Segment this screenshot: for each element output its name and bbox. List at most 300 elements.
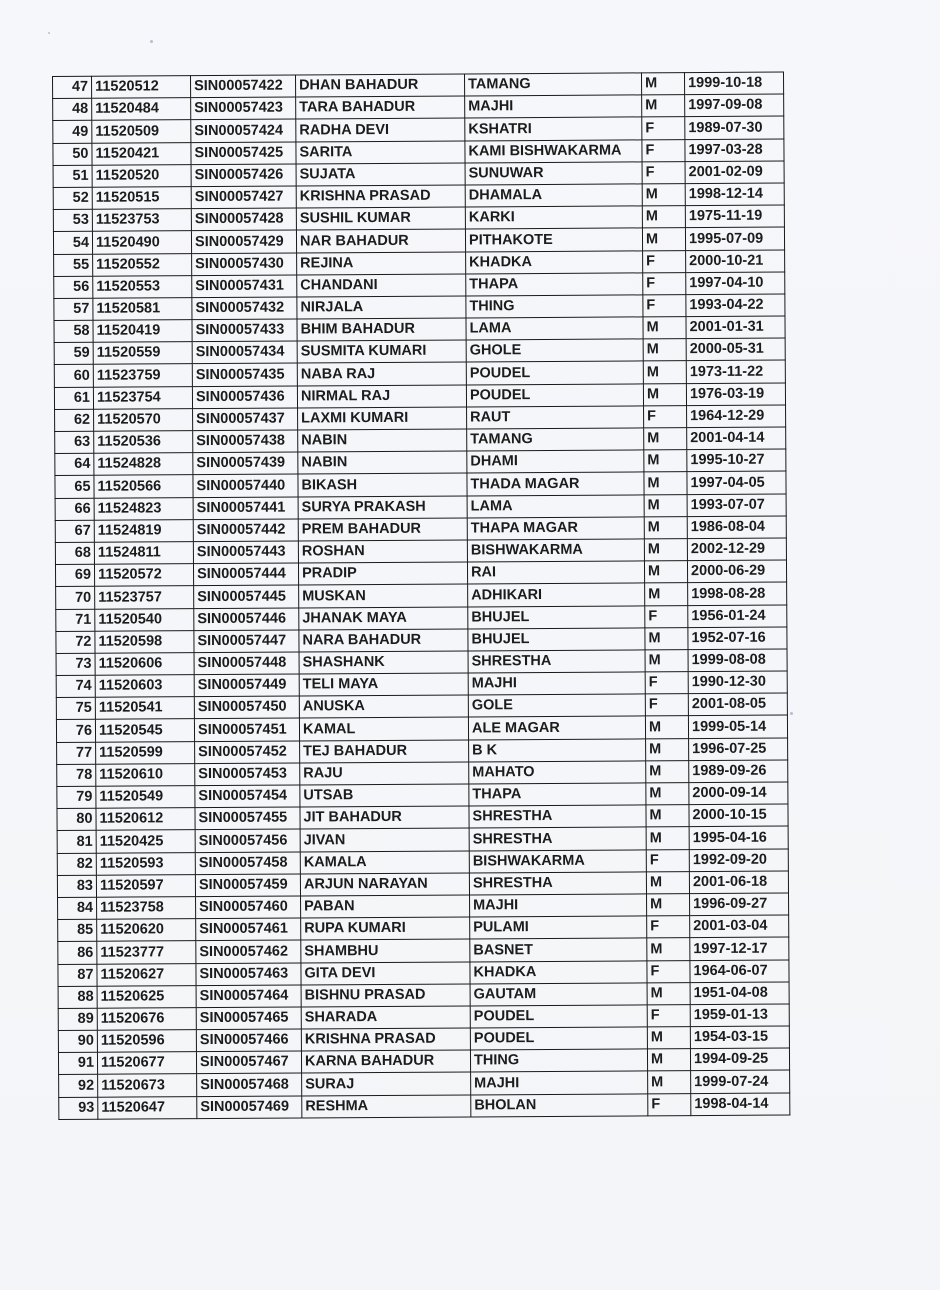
registration-number-cell: 11520593 <box>96 852 195 875</box>
registration-number-cell: 11520512 <box>92 76 191 99</box>
sin-number-cell: SIN00057467 <box>196 1051 301 1074</box>
last-name-cell: LAMA <box>466 317 643 340</box>
serial-number-cell: 64 <box>55 453 94 475</box>
gender-cell: F <box>647 1004 690 1026</box>
date-of-birth-cell: 2001-08-05 <box>688 693 787 716</box>
last-name-cell: GAUTAM <box>470 983 647 1006</box>
serial-number-cell: 79 <box>57 786 96 808</box>
registration-number-cell: 11520596 <box>97 1030 196 1053</box>
serial-number-cell: 66 <box>55 498 94 520</box>
last-name-cell: TAMANG <box>464 73 641 96</box>
gender-cell: F <box>648 1093 691 1115</box>
gender-cell: M <box>642 184 685 206</box>
date-of-birth-cell: 1999-10-18 <box>684 72 783 95</box>
registration-number-cell: 11520540 <box>95 608 194 631</box>
first-name-cell: TELI MAYA <box>299 673 468 696</box>
sin-number-cell: SIN00057446 <box>194 608 299 631</box>
registration-number-cell: 11524819 <box>94 519 193 542</box>
serial-number-cell: 62 <box>55 409 94 431</box>
registration-number-cell: 11520625 <box>97 985 196 1008</box>
gender-cell: M <box>641 73 684 95</box>
scan-speck <box>48 32 50 34</box>
first-name-cell: KAMAL <box>299 717 468 740</box>
scan-speck <box>790 712 793 715</box>
gender-cell: M <box>644 428 687 450</box>
gender-cell: M <box>647 1027 690 1049</box>
date-of-birth-cell: 2001-03-04 <box>690 915 789 938</box>
date-of-birth-cell: 2000-06-29 <box>687 560 786 583</box>
serial-number-cell: 71 <box>56 609 95 631</box>
sin-number-cell: SIN00057439 <box>193 452 298 475</box>
registration-number-cell: 11520598 <box>95 630 194 653</box>
date-of-birth-cell: 1996-07-25 <box>689 738 788 761</box>
sin-number-cell: SIN00057466 <box>196 1029 301 1052</box>
registration-number-cell: 11520536 <box>94 431 193 454</box>
registration-number-cell: 11520612 <box>96 808 195 831</box>
gender-cell: M <box>646 871 689 893</box>
first-name-cell: JIT BAHADUR <box>300 806 469 829</box>
sin-number-cell: SIN00057461 <box>196 918 301 941</box>
sin-number-cell: SIN00057436 <box>192 386 297 409</box>
serial-number-cell: 86 <box>58 942 97 964</box>
registration-number-cell: 11523754 <box>93 386 192 409</box>
sin-number-cell: SIN00057426 <box>191 164 296 187</box>
gender-cell: M <box>643 339 686 361</box>
gender-cell: M <box>647 1049 690 1071</box>
serial-number-cell: 47 <box>53 76 92 98</box>
sin-number-cell: SIN00057434 <box>192 341 297 364</box>
serial-number-cell: 72 <box>56 631 95 653</box>
serial-number-cell: 73 <box>56 653 95 675</box>
roster-table <box>52 72 790 1120</box>
first-name-cell: SARITA <box>296 141 465 164</box>
date-of-birth-cell: 1997-03-28 <box>685 139 784 162</box>
sin-number-cell: SIN00057463 <box>196 962 301 985</box>
date-of-birth-cell: 1954-03-15 <box>690 1026 789 1049</box>
date-of-birth-cell: 1997-04-05 <box>687 471 786 494</box>
last-name-cell: TAMANG <box>467 428 644 451</box>
last-name-cell: SHRESTHA <box>469 805 646 828</box>
registration-number-cell: 11520515 <box>92 187 191 210</box>
registration-number-cell: 11524811 <box>94 542 193 565</box>
roster-table-container <box>52 72 790 1120</box>
sin-number-cell: SIN00057442 <box>193 519 298 542</box>
date-of-birth-cell: 1998-08-28 <box>688 582 787 605</box>
registration-number-cell: 11520484 <box>92 98 191 121</box>
serial-number-cell: 57 <box>54 298 93 320</box>
gender-cell: M <box>643 383 686 405</box>
last-name-cell: GHOLE <box>466 339 643 362</box>
first-name-cell: NABIN <box>298 451 467 474</box>
sin-number-cell: SIN00057430 <box>192 253 297 276</box>
registration-number-cell: 11520620 <box>97 919 196 942</box>
gender-cell: F <box>646 849 689 871</box>
sin-number-cell: SIN00057459 <box>195 874 300 897</box>
first-name-cell: PREM BAHADUR <box>298 518 467 541</box>
sin-number-cell: SIN00057468 <box>197 1073 302 1096</box>
date-of-birth-cell: 2001-02-09 <box>685 161 784 184</box>
gender-cell: F <box>642 117 685 139</box>
sin-number-cell: SIN00057443 <box>193 541 298 564</box>
registration-number-cell: 11520541 <box>95 697 194 720</box>
date-of-birth-cell: 1964-12-29 <box>687 405 786 428</box>
last-name-cell: MAJHI <box>470 894 647 917</box>
sin-number-cell: SIN00057462 <box>196 940 301 963</box>
first-name-cell: TARA BAHADUR <box>296 96 465 119</box>
gender-cell: M <box>645 627 688 649</box>
gender-cell: M <box>647 982 690 1004</box>
date-of-birth-cell: 1992-09-20 <box>689 849 788 872</box>
last-name-cell: POUDEL <box>466 384 643 407</box>
first-name-cell: NABIN <box>298 429 467 452</box>
last-name-cell: THADA MAGAR <box>467 472 644 495</box>
first-name-cell: RUPA KUMARI <box>301 917 470 940</box>
gender-cell: F <box>644 405 687 427</box>
gender-cell: M <box>646 805 689 827</box>
date-of-birth-cell: 1994-09-25 <box>690 1048 789 1071</box>
last-name-cell: SHRESTHA <box>468 650 645 673</box>
serial-number-cell: 56 <box>54 276 93 298</box>
last-name-cell: THAPA <box>469 783 646 806</box>
serial-number-cell: 67 <box>55 520 94 542</box>
gender-cell: F <box>647 960 690 982</box>
sin-number-cell: SIN00057424 <box>191 119 296 142</box>
date-of-birth-cell: 1995-04-16 <box>689 826 788 849</box>
date-of-birth-cell: 1976-03-19 <box>686 383 785 406</box>
last-name-cell: BISHWAKARMA <box>469 849 646 872</box>
date-of-birth-cell: 1998-04-14 <box>691 1093 790 1116</box>
serial-number-cell: 59 <box>54 343 93 365</box>
serial-number-cell: 60 <box>54 365 93 387</box>
serial-number-cell: 50 <box>53 143 92 165</box>
serial-number-cell: 53 <box>53 209 92 231</box>
date-of-birth-cell: 2000-09-14 <box>689 782 788 805</box>
serial-number-cell: 70 <box>56 587 95 609</box>
first-name-cell: ARJUN NARAYAN <box>300 873 469 896</box>
gender-cell: M <box>642 228 685 250</box>
registration-number-cell: 11520603 <box>95 675 194 698</box>
serial-number-cell: 65 <box>55 476 94 498</box>
registration-number-cell: 11520425 <box>96 830 195 853</box>
first-name-cell: PABAN <box>301 895 470 918</box>
date-of-birth-cell: 1956-01-24 <box>688 605 787 628</box>
registration-number-cell: 11520509 <box>92 120 191 143</box>
gender-cell: F <box>643 272 686 294</box>
registration-number-cell: 11520545 <box>95 719 194 742</box>
first-name-cell: KRISHNA PRASAD <box>301 1028 470 1051</box>
date-of-birth-cell: 1999-08-08 <box>688 649 787 672</box>
serial-number-cell: 63 <box>55 431 94 453</box>
last-name-cell: THAPA <box>466 273 643 296</box>
registration-number-cell: 11520570 <box>94 408 193 431</box>
serial-number-cell: 89 <box>58 1008 97 1030</box>
date-of-birth-cell: 1973-11-22 <box>686 360 785 383</box>
first-name-cell: SUSMITA KUMARI <box>297 340 466 363</box>
date-of-birth-cell: 1997-09-08 <box>685 94 784 117</box>
date-of-birth-cell: 1952-07-16 <box>688 627 787 650</box>
date-of-birth-cell: 2000-10-15 <box>689 804 788 827</box>
date-of-birth-cell: 1999-07-24 <box>691 1070 790 1093</box>
sin-number-cell: SIN00057431 <box>192 275 297 298</box>
serial-number-cell: 90 <box>58 1030 97 1052</box>
sin-number-cell: SIN00057469 <box>197 1096 302 1119</box>
date-of-birth-cell: 1993-07-07 <box>687 494 786 517</box>
last-name-cell: KHADKA <box>466 250 643 273</box>
registration-number-cell: 11520677 <box>97 1052 196 1075</box>
gender-cell: M <box>646 760 689 782</box>
last-name-cell: BISHWAKARMA <box>467 539 644 562</box>
first-name-cell: KRISHNA PRASAD <box>296 185 465 208</box>
gender-cell: F <box>642 161 685 183</box>
serial-number-cell: 76 <box>56 720 95 742</box>
last-name-cell: SUNUWAR <box>465 162 642 185</box>
serial-number-cell: 61 <box>54 387 93 409</box>
registration-number-cell: 11524828 <box>94 453 193 476</box>
last-name-cell: BHUJEL <box>468 605 645 628</box>
last-name-cell: KHADKA <box>470 960 647 983</box>
last-name-cell: LAMA <box>467 494 644 517</box>
serial-number-cell: 68 <box>55 542 94 564</box>
serial-number-cell: 49 <box>53 121 92 143</box>
first-name-cell: ROSHAN <box>298 540 467 563</box>
registration-number-cell: 11520599 <box>96 741 195 764</box>
first-name-cell: SURAJ <box>302 1072 471 1095</box>
last-name-cell: POUDEL <box>470 1005 647 1028</box>
first-name-cell: SHARADA <box>301 1006 470 1029</box>
registration-number-cell: 11520559 <box>93 342 192 365</box>
gender-cell: M <box>644 516 687 538</box>
last-name-cell: RAI <box>467 561 644 584</box>
last-name-cell: KSHATRI <box>465 117 642 140</box>
last-name-cell: BHOLAN <box>471 1094 648 1117</box>
sin-number-cell: SIN00057433 <box>192 319 297 342</box>
last-name-cell: PULAMI <box>470 916 647 939</box>
registration-number-cell: 11520606 <box>95 653 194 676</box>
gender-cell: F <box>643 250 686 272</box>
gender-cell: M <box>644 450 687 472</box>
registration-number-cell: 11520676 <box>97 1008 196 1031</box>
gender-cell: M <box>642 206 685 228</box>
first-name-cell: RAJU <box>300 762 469 785</box>
last-name-cell: MAJHI <box>468 672 645 695</box>
gender-cell: M <box>644 472 687 494</box>
serial-number-cell: 77 <box>57 742 96 764</box>
serial-number-cell: 58 <box>54 320 93 342</box>
registration-number-cell: 11520610 <box>96 763 195 786</box>
sin-number-cell: SIN00057454 <box>195 785 300 808</box>
gender-cell: M <box>644 539 687 561</box>
first-name-cell: LAXMI KUMARI <box>298 407 467 430</box>
serial-number-cell: 81 <box>57 831 96 853</box>
date-of-birth-cell: 1975-11-19 <box>685 205 784 228</box>
serial-number-cell: 75 <box>56 697 95 719</box>
registration-number-cell: 11520647 <box>98 1096 197 1119</box>
serial-number-cell: 54 <box>53 232 92 254</box>
sin-number-cell: SIN00057450 <box>194 696 299 719</box>
sin-number-cell: SIN00057458 <box>195 852 300 875</box>
serial-number-cell: 78 <box>57 764 96 786</box>
sin-number-cell: SIN00057422 <box>191 75 296 98</box>
gender-cell: M <box>643 361 686 383</box>
sin-number-cell: SIN00057460 <box>196 896 301 919</box>
last-name-cell: SHRESTHA <box>469 827 646 850</box>
date-of-birth-cell: 1995-07-09 <box>685 227 784 250</box>
first-name-cell: NABA RAJ <box>297 362 466 385</box>
sin-number-cell: SIN00057444 <box>193 563 298 586</box>
sin-number-cell: SIN00057438 <box>193 430 298 453</box>
sin-number-cell: SIN00057423 <box>191 97 296 120</box>
date-of-birth-cell: 2001-06-18 <box>689 871 788 894</box>
serial-number-cell: 82 <box>57 853 96 875</box>
date-of-birth-cell: 1997-04-10 <box>686 272 785 295</box>
sin-number-cell: SIN00057427 <box>191 186 296 209</box>
first-name-cell: SUJATA <box>296 163 465 186</box>
registration-number-cell: 11520549 <box>96 786 195 809</box>
date-of-birth-cell: 1989-09-26 <box>689 760 788 783</box>
registration-number-cell: 11523757 <box>95 586 194 609</box>
serial-number-cell: 48 <box>53 98 92 120</box>
first-name-cell: DHAN BAHADUR <box>295 74 464 97</box>
last-name-cell: MAHATO <box>469 761 646 784</box>
first-name-cell: SHAMBHU <box>301 939 470 962</box>
gender-cell: M <box>645 716 688 738</box>
registration-number-cell: 11520572 <box>94 564 193 587</box>
last-name-cell: POUDEL <box>466 361 643 384</box>
first-name-cell: CHANDANI <box>297 274 466 297</box>
date-of-birth-cell: 1993-04-22 <box>686 294 785 317</box>
date-of-birth-cell: 2002-12-29 <box>687 538 786 561</box>
sin-number-cell: SIN00057449 <box>194 674 299 697</box>
sin-number-cell: SIN00057440 <box>193 474 298 497</box>
last-name-cell: B K <box>469 739 646 762</box>
sin-number-cell: SIN00057425 <box>191 142 296 165</box>
date-of-birth-cell: 2000-05-31 <box>686 338 785 361</box>
gender-cell: F <box>645 605 688 627</box>
first-name-cell: SHASHANK <box>299 651 468 674</box>
serial-number-cell: 93 <box>59 1097 98 1119</box>
gender-cell: M <box>647 894 690 916</box>
first-name-cell: JIVAN <box>300 828 469 851</box>
sin-number-cell: SIN00057441 <box>193 497 298 520</box>
gender-cell: F <box>642 139 685 161</box>
first-name-cell: BHIM BAHADUR <box>297 318 466 341</box>
last-name-cell: POUDEL <box>470 1027 647 1050</box>
sin-number-cell: SIN00057428 <box>191 208 296 231</box>
serial-number-cell: 83 <box>57 875 96 897</box>
serial-number-cell: 88 <box>58 986 97 1008</box>
sin-number-cell: SIN00057456 <box>195 829 300 852</box>
first-name-cell: PRADIP <box>298 562 467 585</box>
gender-cell: M <box>644 561 687 583</box>
last-name-cell: ALE MAGAR <box>468 716 645 739</box>
sin-number-cell: SIN00057435 <box>192 363 297 386</box>
sin-number-cell: SIN00057437 <box>193 408 298 431</box>
serial-number-cell: 85 <box>58 919 97 941</box>
gender-cell: M <box>644 494 687 516</box>
gender-cell: M <box>643 317 686 339</box>
last-name-cell: ADHIKARI <box>468 583 645 606</box>
gender-cell: M <box>645 650 688 672</box>
first-name-cell: KARNA BAHADUR <box>301 1050 470 1073</box>
gender-cell: M <box>642 95 685 117</box>
last-name-cell: THING <box>466 295 643 318</box>
sin-number-cell: SIN00057465 <box>196 1007 301 1030</box>
gender-cell: M <box>646 738 689 760</box>
date-of-birth-cell: 1998-12-14 <box>685 183 784 206</box>
last-name-cell: KARKI <box>465 206 642 229</box>
date-of-birth-cell: 1997-12-17 <box>690 937 789 960</box>
serial-number-cell: 87 <box>58 964 97 986</box>
first-name-cell: UTSAB <box>300 784 469 807</box>
sin-number-cell: SIN00057455 <box>195 807 300 830</box>
first-name-cell: NIRMAL RAJ <box>297 385 466 408</box>
last-name-cell: THING <box>470 1049 647 1072</box>
first-name-cell: JHANAK MAYA <box>299 606 468 629</box>
date-of-birth-cell: 1990-12-30 <box>688 671 787 694</box>
registration-number-cell: 11520552 <box>93 253 192 276</box>
gender-cell: M <box>647 938 690 960</box>
first-name-cell: MUSKAN <box>299 584 468 607</box>
last-name-cell: KAMI BISHWAKARMA <box>465 139 642 162</box>
gender-cell: M <box>646 827 689 849</box>
sin-number-cell: SIN00057453 <box>195 763 300 786</box>
serial-number-cell: 84 <box>58 897 97 919</box>
gender-cell: F <box>645 672 688 694</box>
registration-number-cell: 11520419 <box>93 320 192 343</box>
serial-number-cell: 52 <box>53 187 92 209</box>
registration-number-cell: 11520421 <box>92 142 191 165</box>
registration-number-cell: 11520553 <box>93 275 192 298</box>
date-of-birth-cell: 1996-09-27 <box>690 893 789 916</box>
gender-cell: M <box>646 783 689 805</box>
registration-number-cell: 11520490 <box>92 231 191 254</box>
last-name-cell: MAJHI <box>465 95 642 118</box>
first-name-cell: KAMALA <box>300 851 469 874</box>
gender-cell: M <box>648 1071 691 1093</box>
last-name-cell: GOLE <box>468 694 645 717</box>
date-of-birth-cell: 1959-01-13 <box>690 1004 789 1027</box>
serial-number-cell: 74 <box>56 675 95 697</box>
sin-number-cell: SIN00057452 <box>195 741 300 764</box>
gender-cell: F <box>645 694 688 716</box>
serial-number-cell: 80 <box>57 808 96 830</box>
date-of-birth-cell: 1986-08-04 <box>687 516 786 539</box>
date-of-birth-cell: 1995-10-27 <box>687 449 786 472</box>
sin-number-cell: SIN00057447 <box>194 630 299 653</box>
last-name-cell: SHRESTHA <box>469 872 646 895</box>
serial-number-cell: 91 <box>58 1052 97 1074</box>
sin-number-cell: SIN00057451 <box>194 718 299 741</box>
last-name-cell: THAPA MAGAR <box>467 517 644 540</box>
date-of-birth-cell: 2001-01-31 <box>686 316 785 339</box>
serial-number-cell: 55 <box>54 254 93 276</box>
registration-number-cell: 11523753 <box>92 209 191 232</box>
first-name-cell: BISHNU PRASAD <box>301 984 470 1007</box>
first-name-cell: BIKASH <box>298 473 467 496</box>
registration-number-cell: 11520673 <box>98 1074 197 1097</box>
first-name-cell: NIRJALA <box>297 296 466 319</box>
first-name-cell: NAR BAHADUR <box>296 229 465 252</box>
date-of-birth-cell: 2001-04-14 <box>687 427 786 450</box>
sin-number-cell: SIN00057445 <box>194 585 299 608</box>
date-of-birth-cell: 2000-10-21 <box>686 250 785 273</box>
scan-speck <box>150 40 153 43</box>
last-name-cell: PITHAKOTE <box>465 228 642 251</box>
first-name-cell: TEJ BAHADUR <box>300 740 469 763</box>
sin-number-cell: SIN00057448 <box>194 652 299 675</box>
registration-number-cell: 11520581 <box>93 298 192 321</box>
first-name-cell: RADHA DEVI <box>296 118 465 141</box>
